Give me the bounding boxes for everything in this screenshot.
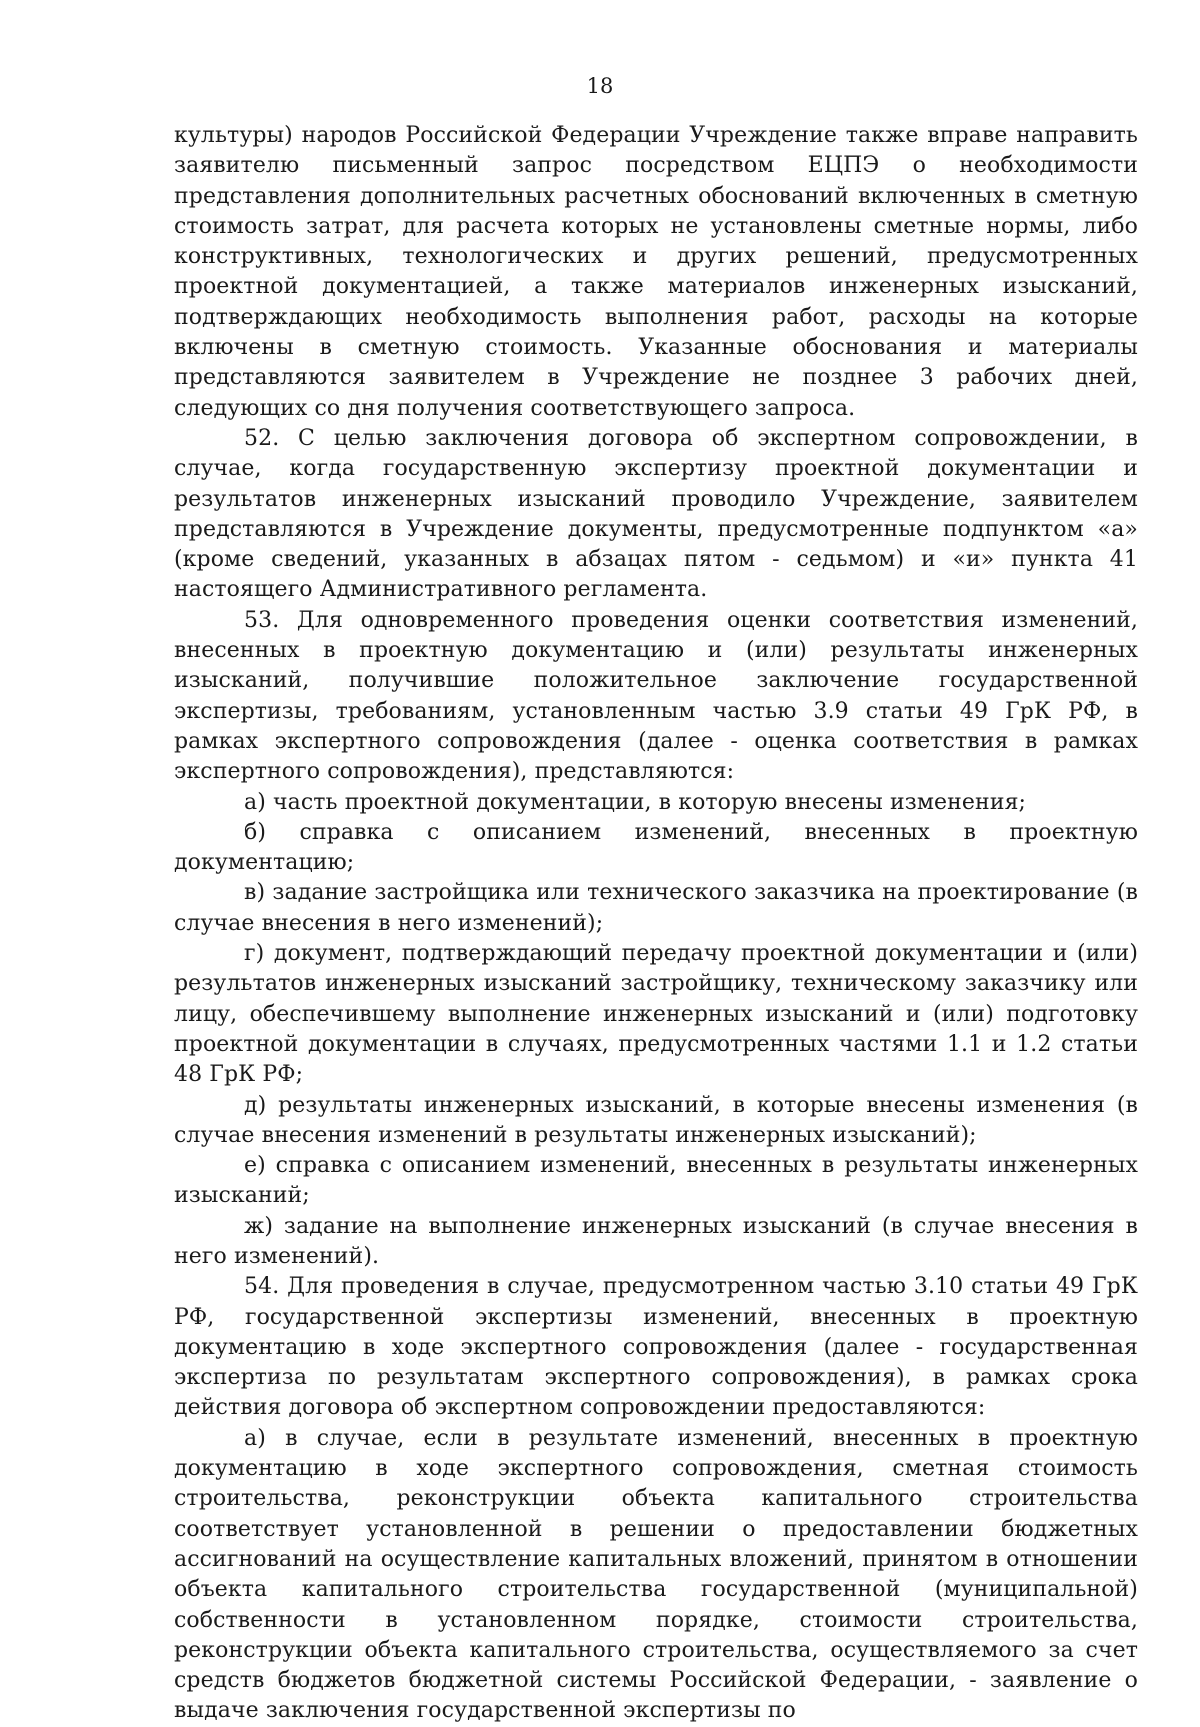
list-item-54-a: а) в случае, если в результате изменений, внесенных в проектную документацию в ходе экспертного сопровождения, сметная стоимость строительства, реконструкции объекта капитального строительства соответствует установленной в решении о предоставлении бюджетных ассигнований на осуществление капитальных вложений, принятом в отношении объекта капитального строительства государственной (муниципальной) собственности в установленном порядке, стоимости строительства, реконструкции объекта капитального строительства, осуществляемого за счет средств бюджетов бюджетной системы Российской Федерации, - заявление о выдаче заключения государственной экспертизы по <box>174 1425 1138 1724</box>
list-item-53-d: д) результаты инженерных изысканий, в которые внесены изменения (в случае внесения изменений в результаты инженерных изысканий); <box>174 1092 1138 1148</box>
paragraph-item-53: 53. Для одновременного проведения оценки соответствия изменений, внесенных в проектную документацию и (или) результаты инженерных изысканий, получившие положительное заключение государственной экспертизы, требованиям, установленным частью 3.9 статьи 49 ГрК РФ, в рамках экспертного сопровождения (далее - оценка соответствия в рамках экспертного сопровождения), представляются: <box>174 607 1138 785</box>
paragraph-item-54: 54. Для проведения в случае, предусмотренном частью 3.10 статьи 49 ГрК РФ, государственной экспертизы изменений, внесенных в проектную документацию в ходе экспертного сопровождения (далее - государственная экспертиза по результатам экспертного сопровождения), в рамках срока действия договора об экспертном сопровождении предоставляются: <box>174 1274 1138 1421</box>
paragraph-item-52: 52. С целью заключения договора об экспертном сопровождении, в случае, когда государственную экспертизу проектной документации и результатов инженерных изысканий проводило Учреждение, заявителем представляются в Учреждение документы, предусмотренные подпунктом «а» (кроме сведений, указанных в абзацах пятом - седьмом) и «и» пункта 41 настоящего Административного регламента. <box>174 425 1138 603</box>
document-body <box>174 121 1138 1727</box>
list-item-53-b: б) справка с описанием изменений, внесенных в проектную документацию; <box>174 819 1138 876</box>
list-item-53-a: а) часть проектной документации, в которую внесены изменения; <box>244 789 1027 815</box>
list-item-53-zh: ж) задание на выполнение инженерных изысканий (в случае внесения в него изменений). <box>174 1213 1138 1269</box>
page-number: 18 <box>586 74 614 98</box>
list-item-53-e: е) справка с описанием изменений, внесенных в результаты инженерных изысканий; <box>174 1153 1138 1209</box>
paragraph-continuation: культуры) народов Российской Федерации Учреждение также вправе направить заявителю письменный запрос посредством ЕЦПЭ о необходимости представления дополнительных расчетных обоснований включенных в сметную стоимость затрат, для расчета которых не установлены сметные нормы, либо конструктивных, технологических и других решений, предусмотренных проектной документацией, а также материалов инженерных изысканий, подтверждающих необходимость выполнения работ, расходы на которые включены в сметную стоимость. Указанные обоснования и материалы представляются заявителем в Учреждение не позднее 3 рабочих дней, следующих со дня получения соответствующего запроса. <box>174 123 1138 421</box>
list-item-53-v: в) задание застройщика или технического заказчика на проектирование (в случае внесения в него изменений); <box>174 880 1138 936</box>
list-item-53-g: г) документ, подтверждающий передачу проектной документации и (или) результатов инженерных изысканий застройщику, техническому заказчику или лицу, обеспечившему выполнение инженерных изысканий и (или) подготовку проектной документации в случаях, предусмотренных частями 1.1 и 1.2 статьи 48 ГрК РФ; <box>174 941 1138 1088</box>
